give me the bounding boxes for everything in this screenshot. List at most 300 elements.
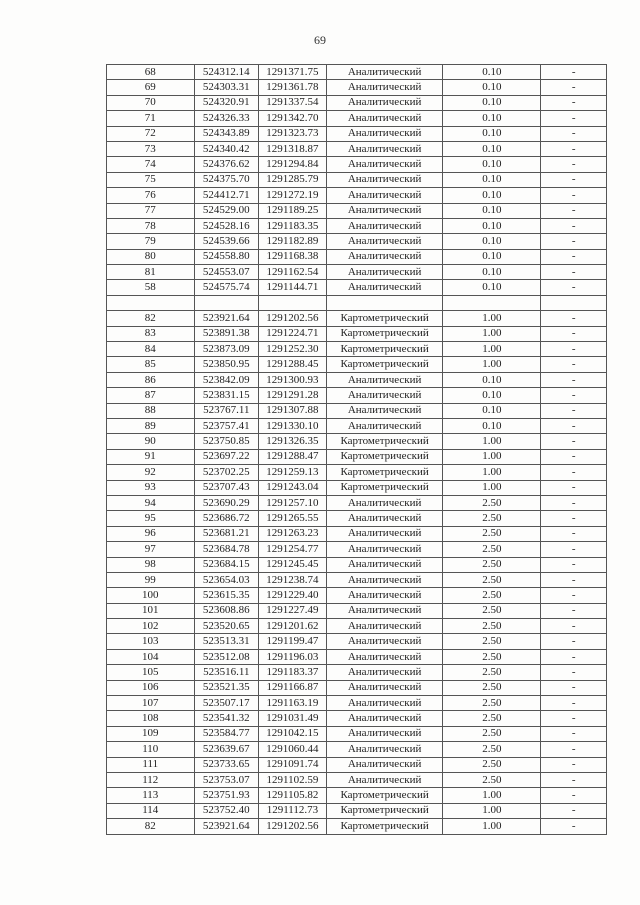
accuracy-cell: 2.50 — [443, 495, 541, 510]
point-number-cell: 88 — [107, 403, 195, 418]
table-row — [107, 526, 607, 541]
x-coordinate-cell: 524326.33 — [194, 111, 259, 126]
accuracy-cell: 0.10 — [443, 80, 541, 95]
accuracy-cell: 2.50 — [443, 511, 541, 526]
accuracy-cell: 0.10 — [443, 141, 541, 156]
description-cell: - — [541, 772, 607, 787]
coordinates-table-body — [107, 65, 607, 835]
accuracy-cell: 2.50 — [443, 757, 541, 772]
method-cell: Аналитический — [326, 588, 443, 603]
x-coordinate-cell: 523750.85 — [194, 434, 259, 449]
point-number-cell: 99 — [107, 572, 195, 587]
x-coordinate-cell: 523521.35 — [194, 680, 259, 695]
table-row — [107, 311, 607, 326]
method-cell: Аналитический — [326, 126, 443, 141]
x-coordinate-cell: 524558.80 — [194, 249, 259, 264]
y-coordinate-cell: 1291196.03 — [259, 649, 327, 664]
y-coordinate-cell: 1291307.88 — [259, 403, 327, 418]
description-cell: - — [541, 696, 607, 711]
x-coordinate-cell: 523681.21 — [194, 526, 259, 541]
description-cell: - — [541, 388, 607, 403]
description-cell: - — [541, 619, 607, 634]
y-coordinate-cell: 1291224.71 — [259, 326, 327, 341]
point-number-cell: 112 — [107, 772, 195, 787]
accuracy-cell: 2.50 — [443, 772, 541, 787]
accuracy-cell: 2.50 — [443, 711, 541, 726]
x-coordinate-cell: 523842.09 — [194, 372, 259, 387]
table-row — [107, 665, 607, 680]
point-number-cell: 110 — [107, 742, 195, 757]
method-cell: Аналитический — [326, 265, 443, 280]
y-coordinate-cell: 1291323.73 — [259, 126, 327, 141]
table-row — [107, 742, 607, 757]
method-cell: Аналитический — [326, 172, 443, 187]
point-number-cell: 109 — [107, 726, 195, 741]
method-cell: Картометрический — [326, 342, 443, 357]
point-number-cell: 87 — [107, 388, 195, 403]
description-cell: - — [541, 665, 607, 680]
method-cell: Аналитический — [326, 188, 443, 203]
method-cell: Аналитический — [326, 634, 443, 649]
x-coordinate-cell: 523757.41 — [194, 418, 259, 433]
accuracy-cell: 2.50 — [443, 603, 541, 618]
accuracy-cell: 2.50 — [443, 557, 541, 572]
y-coordinate-cell: 1291272.19 — [259, 188, 327, 203]
y-coordinate-cell: 1291263.23 — [259, 526, 327, 541]
description-cell: - — [541, 495, 607, 510]
y-coordinate-cell: 1291031.49 — [259, 711, 327, 726]
y-coordinate-cell: 1291238.74 — [259, 572, 327, 587]
y-coordinate-cell: 1291042.15 — [259, 726, 327, 741]
table-row — [107, 188, 607, 203]
description-cell: - — [541, 218, 607, 233]
table-row — [107, 111, 607, 126]
x-coordinate-cell: 523873.09 — [194, 342, 259, 357]
x-coordinate-cell: 524320.91 — [194, 95, 259, 110]
x-coordinate-cell: 523733.65 — [194, 757, 259, 772]
method-cell: Аналитический — [326, 141, 443, 156]
point-number-cell: 102 — [107, 619, 195, 634]
accuracy-cell: 2.50 — [443, 619, 541, 634]
description-cell: - — [541, 788, 607, 803]
x-coordinate-cell: 523684.78 — [194, 542, 259, 557]
method-cell: Аналитический — [326, 80, 443, 95]
table-row — [107, 357, 607, 372]
point-number-cell: 111 — [107, 757, 195, 772]
table-row — [107, 249, 607, 264]
method-cell: Аналитический — [326, 95, 443, 110]
description-cell: - — [541, 542, 607, 557]
y-coordinate-cell: 1291342.70 — [259, 111, 327, 126]
table-row — [107, 449, 607, 464]
point-number-cell: 94 — [107, 495, 195, 510]
y-coordinate-cell: 1291285.79 — [259, 172, 327, 187]
accuracy-cell: 0.10 — [443, 418, 541, 433]
description-cell: - — [541, 342, 607, 357]
y-coordinate-cell: 1291166.87 — [259, 680, 327, 695]
y-coordinate-cell: 1291371.75 — [259, 65, 327, 80]
accuracy-cell: 2.50 — [443, 542, 541, 557]
point-number-cell: 75 — [107, 172, 195, 187]
method-cell: Аналитический — [326, 696, 443, 711]
page-number: 69 — [314, 33, 326, 47]
y-coordinate-cell: 1291201.62 — [259, 619, 327, 634]
method-cell: Аналитический — [326, 372, 443, 387]
y-coordinate-cell: 1291060.44 — [259, 742, 327, 757]
table-row — [107, 711, 607, 726]
x-coordinate-cell: 524312.14 — [194, 65, 259, 80]
accuracy-cell: 2.50 — [443, 726, 541, 741]
accuracy-cell: 0.10 — [443, 126, 541, 141]
y-coordinate-cell: 1291112.73 — [259, 803, 327, 818]
description-cell: - — [541, 649, 607, 664]
point-number-cell: 96 — [107, 526, 195, 541]
accuracy-cell: 0.10 — [443, 65, 541, 80]
x-coordinate-cell: 523584.77 — [194, 726, 259, 741]
table-row — [107, 819, 607, 834]
method-cell: Аналитический — [326, 772, 443, 787]
y-coordinate-cell: 1291257.10 — [259, 495, 327, 510]
y-coordinate-cell: 1291227.49 — [259, 603, 327, 618]
description-cell: - — [541, 203, 607, 218]
table-row — [107, 696, 607, 711]
point-number-cell: 89 — [107, 418, 195, 433]
description-cell: - — [541, 465, 607, 480]
y-coordinate-cell: 1291199.47 — [259, 634, 327, 649]
x-coordinate-cell: 523513.31 — [194, 634, 259, 649]
point-number-cell: 72 — [107, 126, 195, 141]
y-coordinate-cell: 1291252.30 — [259, 342, 327, 357]
x-coordinate-cell: 523512.08 — [194, 649, 259, 664]
point-number-cell: 76 — [107, 188, 195, 203]
y-coordinate-cell — [259, 295, 327, 310]
table-row — [107, 157, 607, 172]
accuracy-cell: 2.50 — [443, 696, 541, 711]
point-number-cell: 82 — [107, 819, 195, 834]
x-coordinate-cell — [194, 295, 259, 310]
table-row — [107, 572, 607, 587]
table-row — [107, 511, 607, 526]
description-cell: - — [541, 449, 607, 464]
accuracy-cell: 1.00 — [443, 357, 541, 372]
table-row — [107, 172, 607, 187]
table-row — [107, 603, 607, 618]
y-coordinate-cell: 1291163.19 — [259, 696, 327, 711]
y-coordinate-cell: 1291294.84 — [259, 157, 327, 172]
method-cell: Аналитический — [326, 511, 443, 526]
method-cell: Аналитический — [326, 249, 443, 264]
point-number-cell — [107, 295, 195, 310]
table-row — [107, 218, 607, 233]
x-coordinate-cell: 523921.64 — [194, 311, 259, 326]
point-number-cell: 82 — [107, 311, 195, 326]
point-number-cell: 100 — [107, 588, 195, 603]
description-cell: - — [541, 572, 607, 587]
y-coordinate-cell: 1291162.54 — [259, 265, 327, 280]
method-cell: Аналитический — [326, 742, 443, 757]
description-cell: - — [541, 603, 607, 618]
coordinates-table — [106, 64, 607, 835]
y-coordinate-cell: 1291254.77 — [259, 542, 327, 557]
description-cell: - — [541, 403, 607, 418]
accuracy-cell: 1.00 — [443, 434, 541, 449]
method-cell: Аналитический — [326, 572, 443, 587]
table-row — [107, 265, 607, 280]
method-cell: Картометрический — [326, 803, 443, 818]
y-coordinate-cell: 1291361.78 — [259, 80, 327, 95]
accuracy-cell: 0.10 — [443, 157, 541, 172]
x-coordinate-cell: 523697.22 — [194, 449, 259, 464]
point-number-cell: 90 — [107, 434, 195, 449]
y-coordinate-cell: 1291291.28 — [259, 388, 327, 403]
table-row — [107, 757, 607, 772]
accuracy-cell: 1.00 — [443, 788, 541, 803]
point-number-cell: 70 — [107, 95, 195, 110]
description-cell: - — [541, 188, 607, 203]
description-cell: - — [541, 311, 607, 326]
accuracy-cell: 0.10 — [443, 403, 541, 418]
x-coordinate-cell: 524303.31 — [194, 80, 259, 95]
x-coordinate-cell: 523767.11 — [194, 403, 259, 418]
table-row — [107, 634, 607, 649]
y-coordinate-cell: 1291202.56 — [259, 311, 327, 326]
x-coordinate-cell: 523686.72 — [194, 511, 259, 526]
method-cell: Картометрический — [326, 819, 443, 834]
y-coordinate-cell: 1291288.47 — [259, 449, 327, 464]
point-number-cell: 78 — [107, 218, 195, 233]
accuracy-cell: 0.10 — [443, 234, 541, 249]
accuracy-cell: 1.00 — [443, 449, 541, 464]
x-coordinate-cell: 524375.70 — [194, 172, 259, 187]
point-number-cell: 68 — [107, 65, 195, 80]
y-coordinate-cell: 1291189.25 — [259, 203, 327, 218]
accuracy-cell: 1.00 — [443, 342, 541, 357]
x-coordinate-cell: 523850.95 — [194, 357, 259, 372]
method-cell: Аналитический — [326, 619, 443, 634]
y-coordinate-cell: 1291318.87 — [259, 141, 327, 156]
table-row — [107, 788, 607, 803]
accuracy-cell: 0.10 — [443, 188, 541, 203]
x-coordinate-cell: 524539.66 — [194, 234, 259, 249]
description-cell: - — [541, 803, 607, 818]
y-coordinate-cell: 1291288.45 — [259, 357, 327, 372]
point-number-cell: 98 — [107, 557, 195, 572]
x-coordinate-cell: 523831.15 — [194, 388, 259, 403]
method-cell: Аналитический — [326, 218, 443, 233]
accuracy-cell: 2.50 — [443, 665, 541, 680]
y-coordinate-cell: 1291144.71 — [259, 280, 327, 295]
point-number-cell: 85 — [107, 357, 195, 372]
description-cell: - — [541, 588, 607, 603]
description-cell: - — [541, 526, 607, 541]
point-number-cell: 91 — [107, 449, 195, 464]
table-row — [107, 95, 607, 110]
x-coordinate-cell: 524529.00 — [194, 203, 259, 218]
y-coordinate-cell: 1291259.13 — [259, 465, 327, 480]
x-coordinate-cell: 523707.43 — [194, 480, 259, 495]
method-cell: Аналитический — [326, 711, 443, 726]
description-cell: - — [541, 141, 607, 156]
accuracy-cell: 1.00 — [443, 480, 541, 495]
table-row — [107, 388, 607, 403]
x-coordinate-cell: 523654.03 — [194, 572, 259, 587]
point-number-cell: 81 — [107, 265, 195, 280]
point-number-cell: 58 — [107, 280, 195, 295]
table-row — [107, 342, 607, 357]
accuracy-cell: 1.00 — [443, 311, 541, 326]
accuracy-cell: 0.10 — [443, 388, 541, 403]
point-number-cell: 105 — [107, 665, 195, 680]
accuracy-cell: 1.00 — [443, 819, 541, 834]
x-coordinate-cell: 523752.40 — [194, 803, 259, 818]
y-coordinate-cell: 1291245.45 — [259, 557, 327, 572]
description-cell: - — [541, 357, 607, 372]
accuracy-cell: 0.10 — [443, 203, 541, 218]
y-coordinate-cell: 1291183.35 — [259, 218, 327, 233]
method-cell: Аналитический — [326, 726, 443, 741]
accuracy-cell: 2.50 — [443, 588, 541, 603]
method-cell: Картометрический — [326, 326, 443, 341]
x-coordinate-cell: 524340.42 — [194, 141, 259, 156]
description-cell: - — [541, 434, 607, 449]
point-number-cell: 97 — [107, 542, 195, 557]
table-row — [107, 141, 607, 156]
table-row — [107, 326, 607, 341]
x-coordinate-cell: 523690.29 — [194, 495, 259, 510]
accuracy-cell: 2.50 — [443, 742, 541, 757]
point-number-cell: 71 — [107, 111, 195, 126]
x-coordinate-cell: 524343.89 — [194, 126, 259, 141]
description-cell: - — [541, 742, 607, 757]
point-number-cell: 106 — [107, 680, 195, 695]
x-coordinate-cell: 523639.67 — [194, 742, 259, 757]
description-cell: - — [541, 634, 607, 649]
y-coordinate-cell: 1291229.40 — [259, 588, 327, 603]
table-row — [107, 495, 607, 510]
accuracy-cell: 0.10 — [443, 95, 541, 110]
point-number-cell: 107 — [107, 696, 195, 711]
description-cell: - — [541, 418, 607, 433]
method-cell: Аналитический — [326, 557, 443, 572]
y-coordinate-cell: 1291182.89 — [259, 234, 327, 249]
description-cell: - — [541, 172, 607, 187]
method-cell: Картометрический — [326, 311, 443, 326]
table-row — [107, 418, 607, 433]
point-number-cell: 74 — [107, 157, 195, 172]
x-coordinate-cell: 523684.15 — [194, 557, 259, 572]
table-row — [107, 480, 607, 495]
method-cell: Аналитический — [326, 542, 443, 557]
accuracy-cell: 0.10 — [443, 111, 541, 126]
method-cell: Аналитический — [326, 680, 443, 695]
description-cell: - — [541, 326, 607, 341]
method-cell: Картометрический — [326, 788, 443, 803]
table-row — [107, 649, 607, 664]
point-number-cell: 104 — [107, 649, 195, 664]
description-cell: - — [541, 95, 607, 110]
description-cell: - — [541, 726, 607, 741]
point-number-cell: 83 — [107, 326, 195, 341]
y-coordinate-cell: 1291330.10 — [259, 418, 327, 433]
y-coordinate-cell: 1291300.93 — [259, 372, 327, 387]
x-coordinate-cell: 523753.07 — [194, 772, 259, 787]
description-cell: - — [541, 65, 607, 80]
table-row — [107, 680, 607, 695]
accuracy-cell: 2.50 — [443, 634, 541, 649]
method-cell: Аналитический — [326, 157, 443, 172]
method-cell: Картометрический — [326, 357, 443, 372]
table-row — [107, 203, 607, 218]
x-coordinate-cell: 523507.17 — [194, 696, 259, 711]
y-coordinate-cell: 1291326.35 — [259, 434, 327, 449]
description-cell: - — [541, 480, 607, 495]
description-cell: - — [541, 711, 607, 726]
accuracy-cell: 0.10 — [443, 172, 541, 187]
y-coordinate-cell: 1291337.54 — [259, 95, 327, 110]
description-cell: - — [541, 234, 607, 249]
method-cell: Картометрический — [326, 434, 443, 449]
point-number-cell: 86 — [107, 372, 195, 387]
x-coordinate-cell: 524376.62 — [194, 157, 259, 172]
method-cell: Картометрический — [326, 480, 443, 495]
point-number-cell: 103 — [107, 634, 195, 649]
method-cell: Аналитический — [326, 65, 443, 80]
point-number-cell: 113 — [107, 788, 195, 803]
point-number-cell: 93 — [107, 480, 195, 495]
accuracy-cell — [443, 295, 541, 310]
method-cell: Аналитический — [326, 665, 443, 680]
table-row — [107, 588, 607, 603]
table-row — [107, 465, 607, 480]
accuracy-cell: 2.50 — [443, 526, 541, 541]
x-coordinate-cell: 524412.71 — [194, 188, 259, 203]
table-row — [107, 234, 607, 249]
method-cell: Аналитический — [326, 418, 443, 433]
point-number-cell: 108 — [107, 711, 195, 726]
point-number-cell: 79 — [107, 234, 195, 249]
method-cell: Аналитический — [326, 603, 443, 618]
table-row — [107, 126, 607, 141]
accuracy-cell: 0.10 — [443, 372, 541, 387]
table-row — [107, 726, 607, 741]
point-number-cell: 77 — [107, 203, 195, 218]
accuracy-cell: 0.10 — [443, 249, 541, 264]
point-number-cell: 101 — [107, 603, 195, 618]
accuracy-cell: 0.10 — [443, 265, 541, 280]
x-coordinate-cell: 523516.11 — [194, 665, 259, 680]
y-coordinate-cell: 1291265.55 — [259, 511, 327, 526]
x-coordinate-cell: 523921.64 — [194, 819, 259, 834]
x-coordinate-cell: 523608.86 — [194, 603, 259, 618]
accuracy-cell: 0.10 — [443, 280, 541, 295]
accuracy-cell: 1.00 — [443, 803, 541, 818]
table-row — [107, 803, 607, 818]
accuracy-cell: 0.10 — [443, 218, 541, 233]
table-row — [107, 65, 607, 80]
table-row — [107, 295, 607, 310]
point-number-cell: 84 — [107, 342, 195, 357]
accuracy-cell: 2.50 — [443, 680, 541, 695]
x-coordinate-cell: 524575.74 — [194, 280, 259, 295]
description-cell: - — [541, 80, 607, 95]
method-cell: Картометрический — [326, 449, 443, 464]
method-cell: Аналитический — [326, 234, 443, 249]
method-cell: Аналитический — [326, 388, 443, 403]
x-coordinate-cell: 524528.16 — [194, 218, 259, 233]
y-coordinate-cell: 1291091.74 — [259, 757, 327, 772]
description-cell: - — [541, 265, 607, 280]
table-row — [107, 280, 607, 295]
